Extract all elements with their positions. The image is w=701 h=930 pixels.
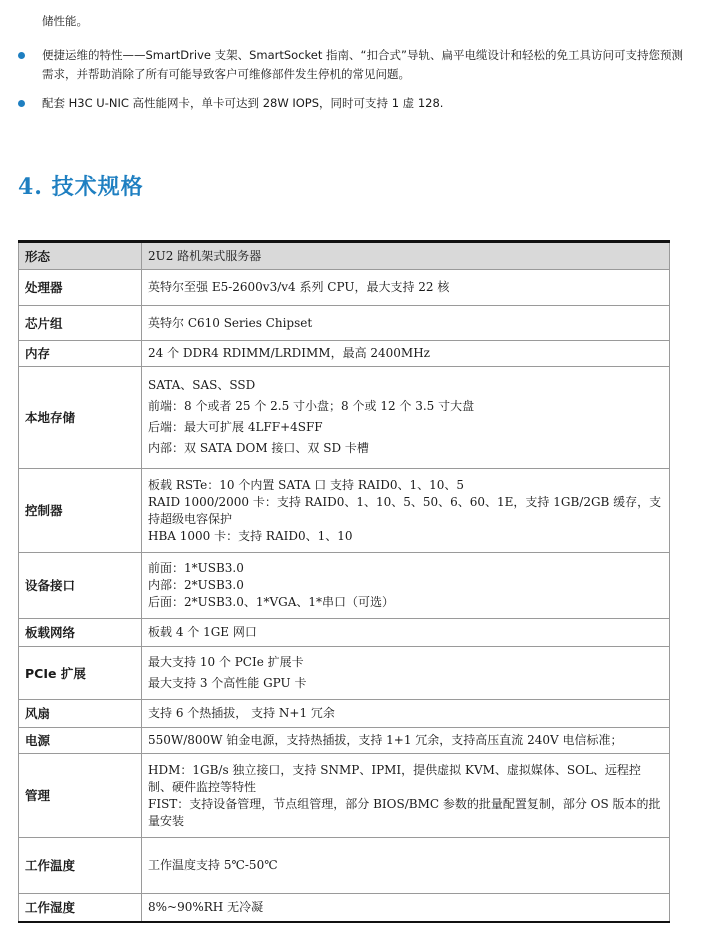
- row-label: 处理器: [19, 270, 142, 306]
- row-label: 芯片组: [19, 306, 142, 341]
- row-value: 前面：1*USB3.0 内部：2*USB3.0 后面：2*USB3.0、1*VGA、1*串口（可选）: [142, 553, 670, 619]
- row-label: 内存: [19, 341, 142, 367]
- row-label: 风扇: [19, 700, 142, 728]
- table-row: [19, 838, 670, 894]
- bullet-text: 配套 H3C U-NIC 高性能网卡，单卡可达到 28W IOPS，同时可支持 1 虚 128.: [42, 96, 444, 110]
- row-value: 英特尔至强 E5-2600v3/v4 系列 CPU，最大支持 22 核: [142, 270, 670, 306]
- row-label: 管理: [19, 754, 142, 838]
- table-row: [19, 341, 670, 367]
- table-row: [19, 894, 670, 922]
- bullet-item: [18, 94, 683, 113]
- bullet-dot-icon: [18, 52, 25, 59]
- table-row: [19, 728, 670, 754]
- table-row: [19, 647, 670, 700]
- row-value: 支持 6 个热插拔， 支持 N+1 冗余: [142, 700, 670, 728]
- row-label: 电源: [19, 728, 142, 754]
- intro-continuation: 储性能。: [42, 14, 88, 28]
- row-value: 工作温度支持 5℃-50℃: [142, 838, 670, 894]
- row-value: 24 个 DDR4 RDIMM/LRDIMM，最高 2400MHz: [142, 341, 670, 367]
- row-value: HDM：1GB/s 独立接口，支持 SNMP、IPMI，提供虚拟 KVM、虚拟媒体、SOL、远程控制、硬件监控等特性 FIST：支持设备管理，节点组管理，部分 BIOS/BMC 参数的批量配置复制，部分 OS 版本的批量安装: [142, 754, 670, 838]
- row-value: 8%~90%RH 无冷凝: [142, 894, 670, 922]
- row-label: 形态: [19, 242, 142, 270]
- row-label: 控制器: [19, 469, 142, 553]
- table-row: [19, 619, 670, 647]
- row-label: 设备接口: [19, 553, 142, 619]
- table-row: [19, 469, 670, 553]
- table-row: [19, 242, 670, 270]
- row-label: 工作湿度: [19, 894, 142, 922]
- table-row: [19, 270, 670, 306]
- row-value: 2U2 路机架式服务器: [142, 242, 670, 270]
- bullet-text: 便捷运维的特性——SmartDrive 支架、SmartSocket 指南、“扣合式”导轨、扁平电缆设计和轻松的免工具访问可支持您预测需求，并帮助消除了所有可能导致客户可维修部件发生停机的常见问题。: [42, 48, 683, 81]
- table-row: [19, 367, 670, 469]
- table-row: [19, 754, 670, 838]
- spec-table: [18, 240, 670, 923]
- bullet-item: [18, 46, 683, 84]
- section-title: 4. 技术规格: [18, 174, 144, 200]
- row-label: 本地存储: [19, 367, 142, 469]
- row-value: 最大支持 10 个 PCIe 扩展卡 最大支持 3 个高性能 GPU 卡: [142, 647, 670, 700]
- table-row: [19, 700, 670, 728]
- row-value: SATA、SAS、SSD 前端：8 个或者 25 个 2.5 寸小盘；8 个或 12 个 3.5 寸大盘 后端：最大可扩展 4LFF+4SFF 内部：双 SATA DOM 接口、双 SD 卡槽: [142, 367, 670, 469]
- row-label: 板载网络: [19, 619, 142, 647]
- table-row: [19, 306, 670, 341]
- row-value: 550W/800W 铂金电源，支持热插拔，支持 1+1 冗余，支持高压直流 240V 电信标准；: [142, 728, 670, 754]
- table-row: [19, 553, 670, 619]
- row-value: 英特尔 C610 Series Chipset: [142, 306, 670, 341]
- row-label: 工作温度: [19, 838, 142, 894]
- row-value: 板载 4 个 1GE 网口: [142, 619, 670, 647]
- bullet-dot-icon: [18, 100, 25, 107]
- row-label: PCIe 扩展: [19, 647, 142, 700]
- row-value: 板载 RSTe：10 个内置 SATA 口 支持 RAID0、1、10、5 RAID 1000/2000 卡：支持 RAID0、1、10、5、50、6、60、1E，支持 1GB/2GB 缓存，支持超级电容保护 HBA 1000 卡：支持 RAID0、1、10: [142, 469, 670, 553]
